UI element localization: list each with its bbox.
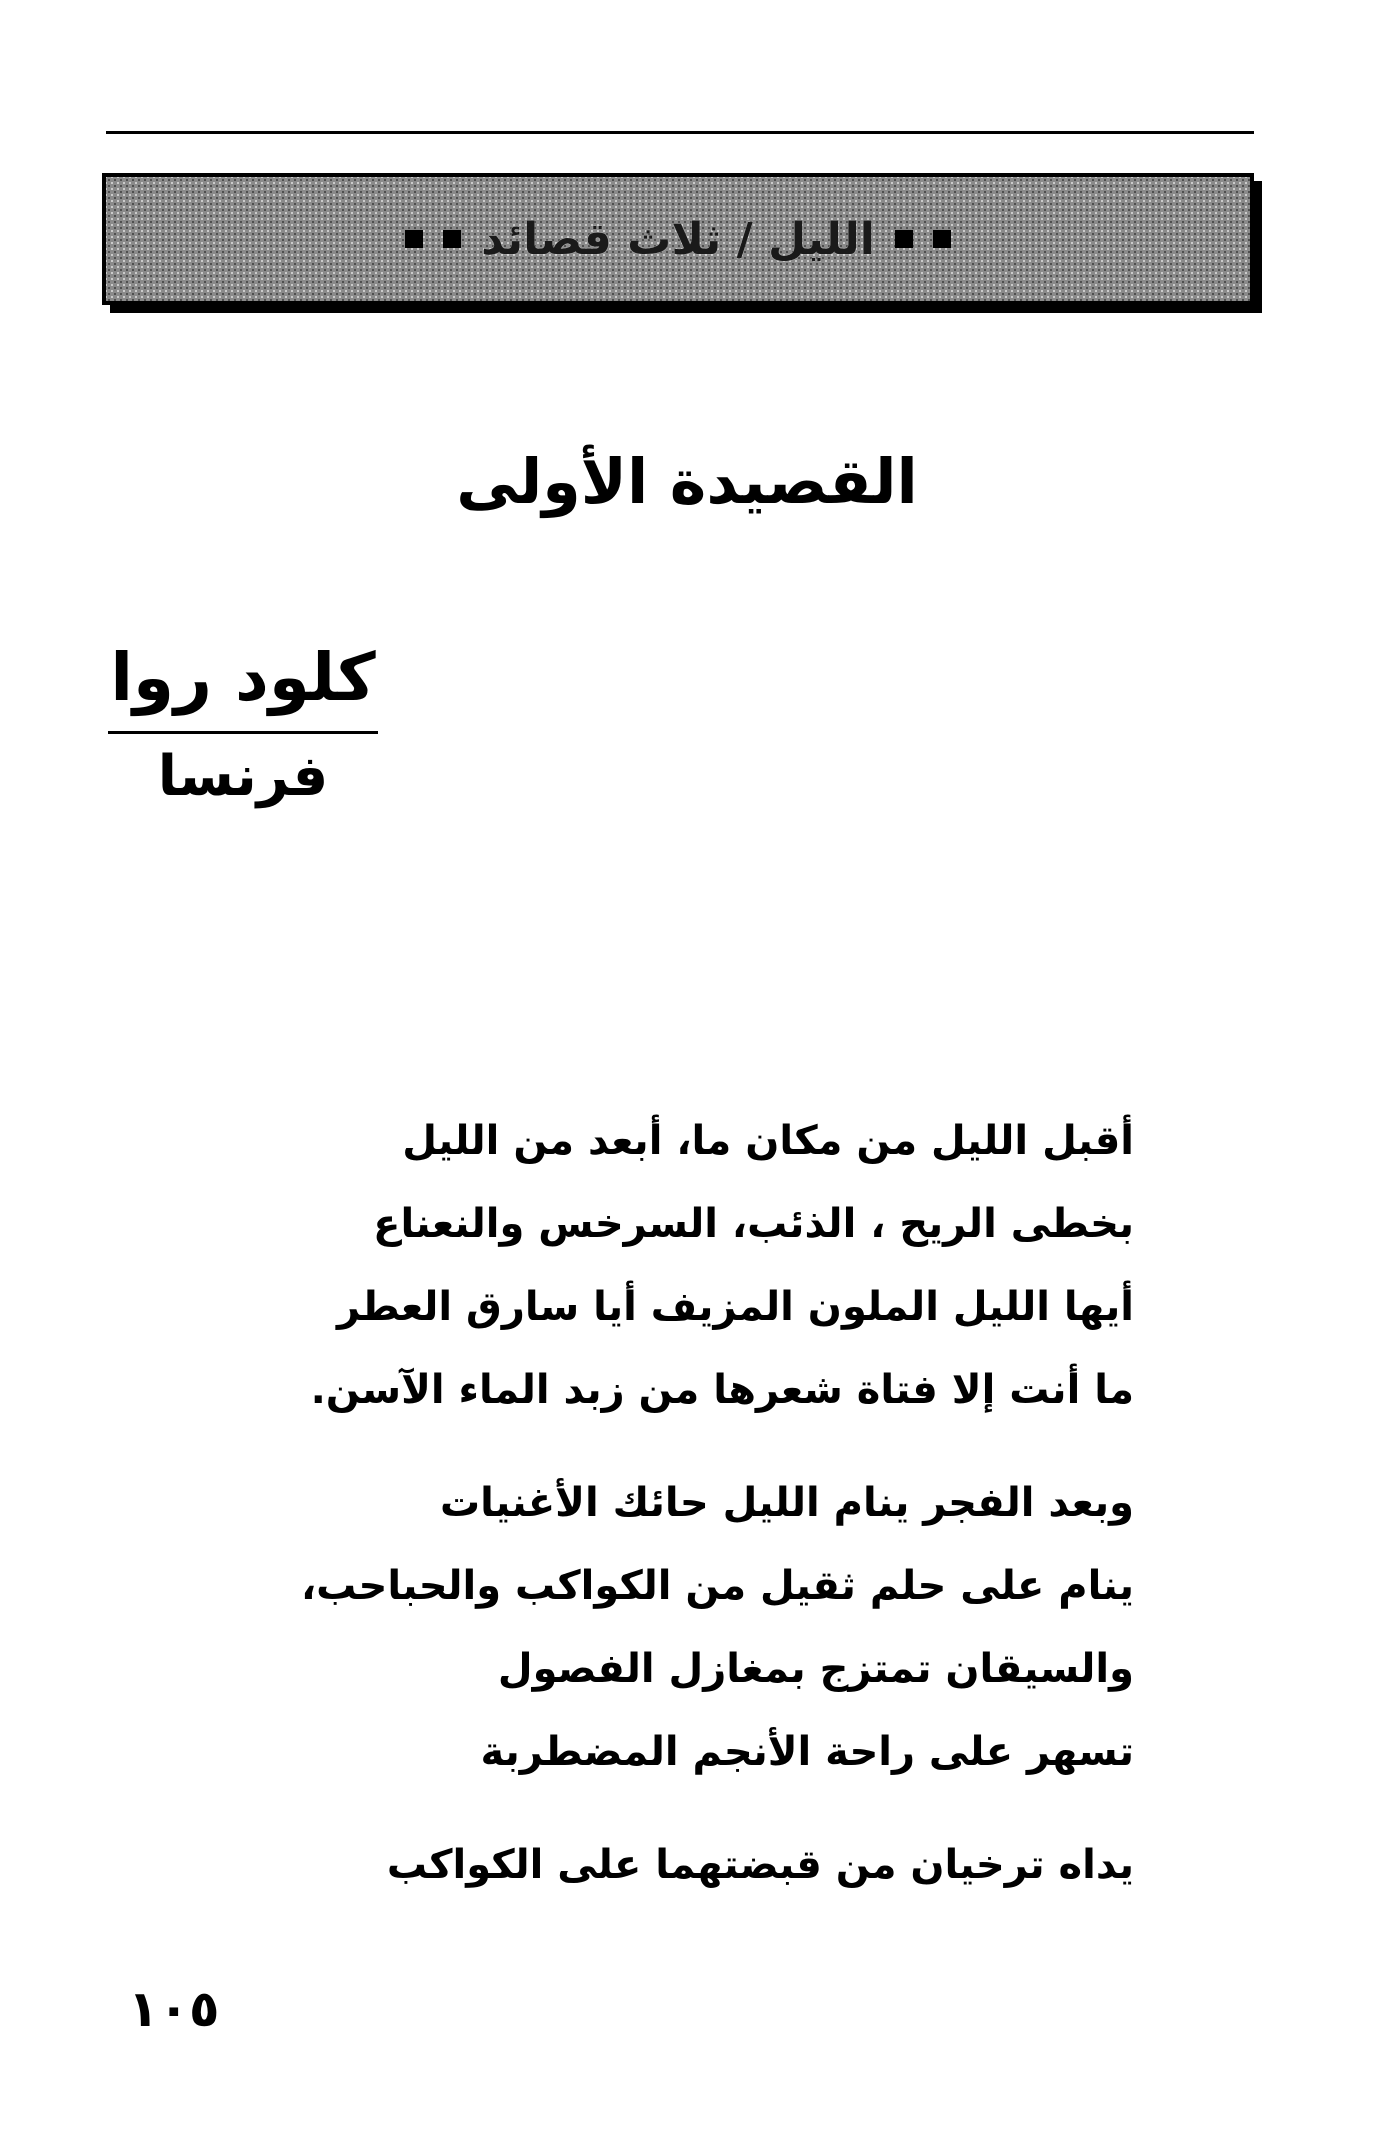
square-ornament-icon	[933, 230, 951, 248]
poem-line: أيها الليل الملون المزيف أيا سارق العطر	[336, 1284, 1134, 1330]
poem-line: أقبل الليل من مكان ما، أبعد من الليل	[402, 1118, 1134, 1164]
poem-line: تسهر على راحة الأنجم المضطربة	[480, 1729, 1134, 1775]
poem-line: بخطى الريح ، الذئب، السرخس والنعناع	[373, 1201, 1134, 1247]
square-ornament-icon	[895, 230, 913, 248]
page-number: ١٠٥	[128, 1980, 220, 2038]
section-banner	[102, 173, 1254, 305]
poem-line: ما أنت إلا فتاة شعرها من زبد الماء الآسن.	[310, 1367, 1134, 1413]
square-ornament-icon	[443, 230, 461, 248]
poem-line: والسيقان تمتزج بمغازل الفصول	[497, 1646, 1134, 1692]
author-name: كلود روا	[108, 638, 378, 734]
author-country: فرنسا	[157, 744, 329, 810]
stanza	[274, 1462, 1134, 1794]
stanza	[274, 1100, 1134, 1432]
poem-body	[274, 1100, 1134, 1937]
banner-title: الليل / ثلاث قصائد	[481, 213, 875, 265]
poem-line: وبعد الفجر ينام الليل حائك الأغنيات	[439, 1480, 1134, 1526]
poem-line: ينام على حلم ثقيل من الكواكب والحباحب،	[300, 1563, 1134, 1609]
poem-title: القصيدة الأولى	[456, 445, 918, 518]
top-rule	[106, 131, 1254, 134]
author-block	[108, 638, 378, 809]
poem-line: يداه ترخيان من قبضتهما على الكواكب	[386, 1842, 1134, 1888]
stanza	[274, 1824, 1134, 1907]
square-ornament-icon	[405, 230, 423, 248]
